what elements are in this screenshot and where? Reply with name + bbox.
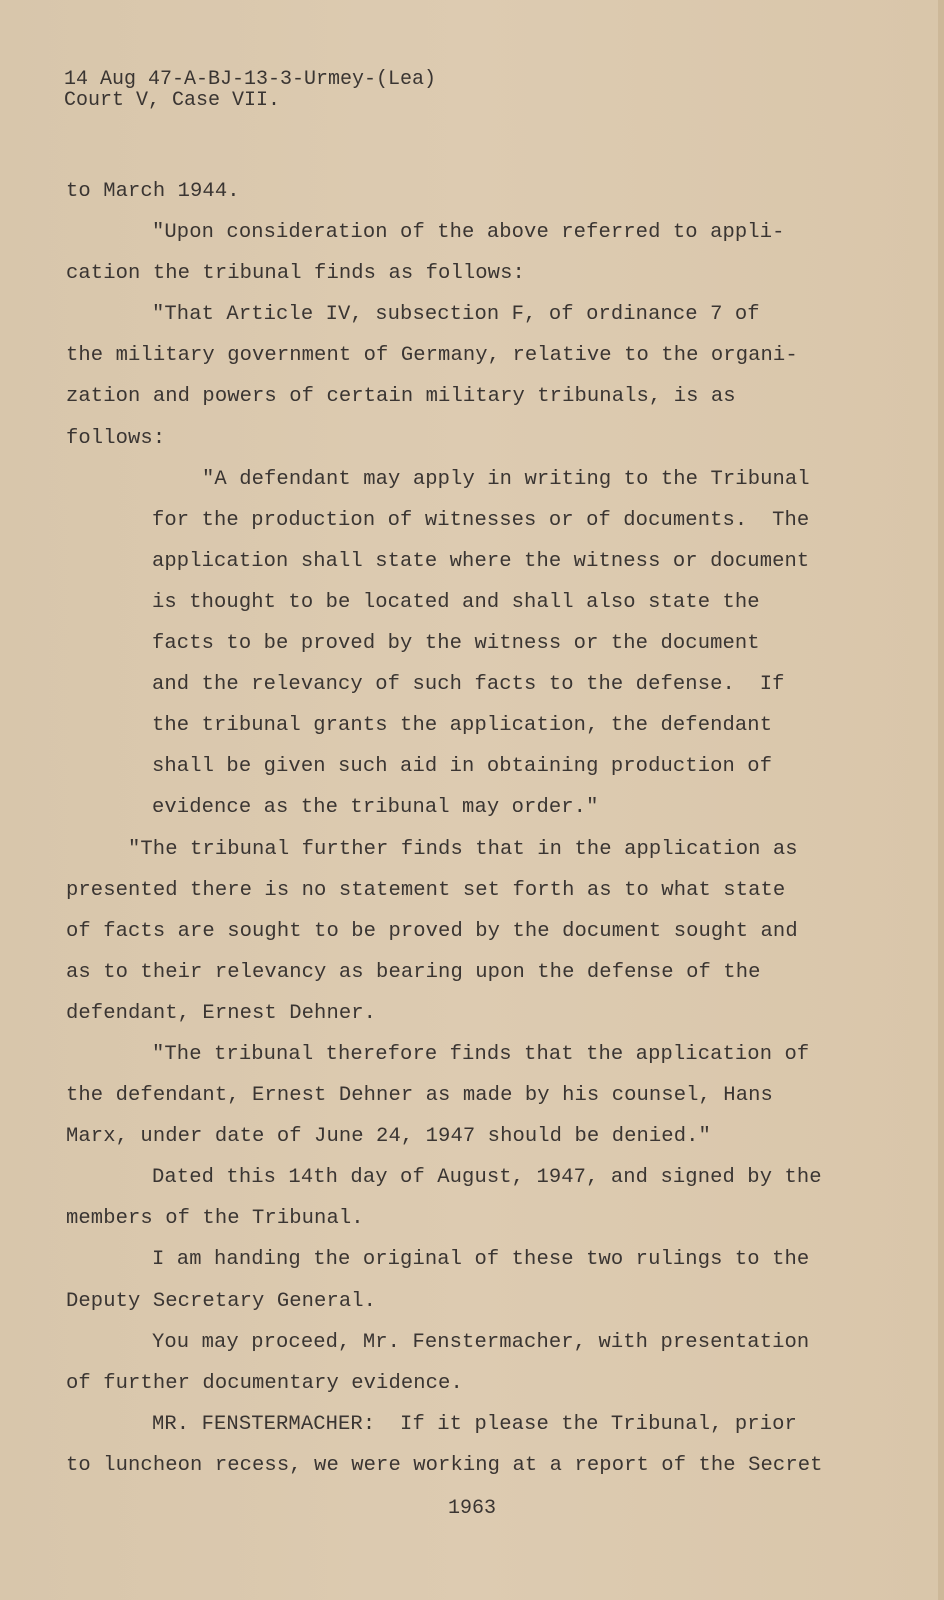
- transcript-line: to luncheon recess, we were working at a report of the Secret: [66, 1453, 823, 1477]
- transcript-line: evidence as the tribunal may order.": [152, 796, 599, 820]
- transcript-line: and the relevancy of such facts to the defense. If: [152, 673, 785, 697]
- transcript-line: the defendant, Ernest Dehner as made by his counsel, Hans: [66, 1084, 773, 1108]
- transcript-line: Dated this 14th day of August, 1947, and signed by the: [152, 1166, 822, 1190]
- transcript-line: "The tribunal further finds that in the application as: [128, 837, 798, 861]
- transcript-line: You may proceed, Mr. Fenstermacher, with presentation: [152, 1330, 810, 1354]
- document-header: [64, 69, 436, 111]
- transcript-line: "A defendant may apply in writing to the Tribunal: [202, 467, 810, 491]
- transcript-line: to March 1944.: [66, 180, 240, 203]
- transcript-line: cation the tribunal finds as follows:: [66, 262, 525, 286]
- transcript-line: zation and powers of certain military tribunals, is as: [66, 385, 736, 409]
- transcript-line: facts to be proved by the witness or the document: [152, 632, 760, 656]
- transcript-line: shall be given such aid in obtaining production of: [152, 755, 773, 779]
- transcript-line: Deputy Secretary General.: [66, 1289, 377, 1313]
- transcript-line: defendant, Ernest Dehner.: [66, 1001, 377, 1025]
- transcript-line: presented there is no statement set forth as to what state: [66, 878, 786, 902]
- transcript-line: follows:: [66, 426, 166, 450]
- transcript-line: of facts are sought to be proved by the document sought and: [66, 919, 798, 943]
- transcript-line: Marx, under date of June 24, 1947 should be denied.": [66, 1125, 711, 1149]
- page-edge: [938, 0, 944, 1600]
- transcript-line: as to their relevancy as bearing upon the defense of the: [66, 960, 761, 984]
- page-number: 1963: [447, 1497, 496, 1520]
- transcript-line: for the production of witnesses or of documents. The: [152, 508, 810, 532]
- transcript-body: [66, 171, 926, 1486]
- header-court-case: Court V, Case VII.: [64, 89, 281, 112]
- transcript-line: I am handing the original of these two rulings to the: [152, 1248, 810, 1272]
- transcript-line: application shall state where the witness or document: [152, 549, 810, 573]
- transcript-line: is thought to be located and shall also state the: [152, 590, 760, 614]
- header-reference: 14 Aug 47-A-BJ-13-3-Urmey-(Lea): [64, 68, 437, 91]
- transcript-line: the tribunal grants the application, the defendant: [152, 714, 773, 738]
- transcript-line: "That Article IV, subsection F, of ordinance 7 of: [152, 303, 760, 327]
- transcript-line: members of the Tribunal.: [66, 1207, 364, 1231]
- transcript-line: "Upon consideration of the above referred to appli-: [152, 221, 785, 245]
- transcript-line: MR. FENSTERMACHER: If it please the Tribunal, prior: [152, 1412, 797, 1436]
- transcript-line: the military government of Germany, relative to the organi-: [66, 344, 798, 368]
- transcript-line: of further documentary evidence.: [66, 1371, 463, 1395]
- transcript-line: "The tribunal therefore finds that the application of: [152, 1042, 810, 1066]
